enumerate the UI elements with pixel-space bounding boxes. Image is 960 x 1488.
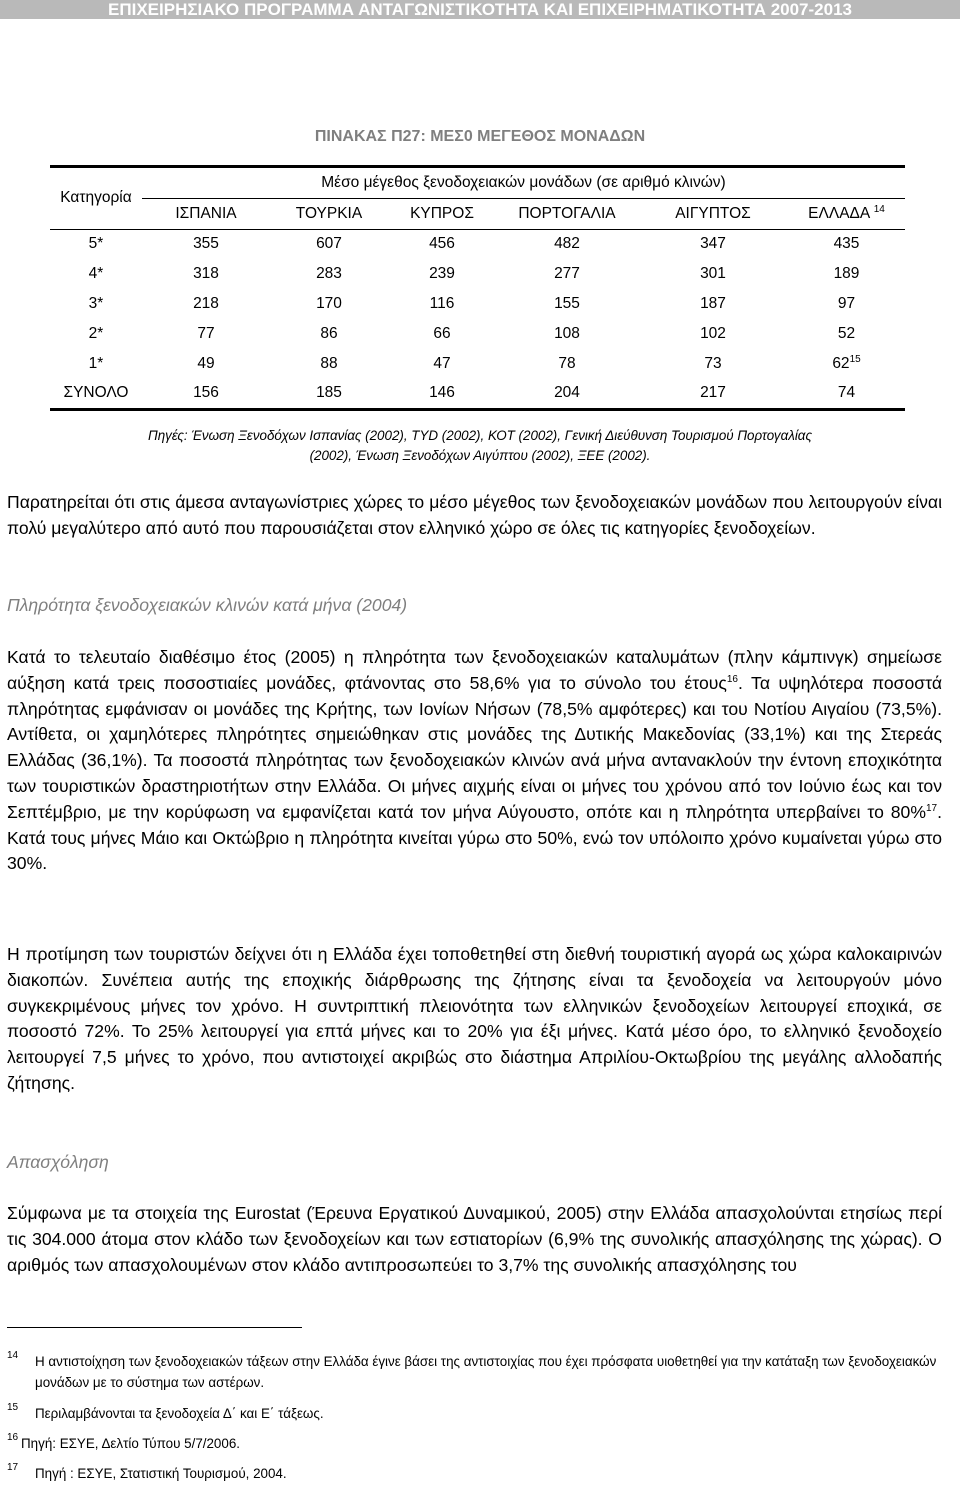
- table-cell: 170: [316, 295, 342, 313]
- row-category: 5*: [88, 235, 104, 253]
- table-cell: 347: [700, 235, 726, 253]
- document-header: ΕΠΙΧΕΙΡΗΣΙΑΚΟ ΠΡΟΓΡΑΜΜΑ ΑΝΤΑΓΩΝΙΣΤΙΚΟΤΗΤΑ ΚΑΙ ΕΠΙΧΕΙΡΗΜΑΤΙΚΟΤΗΤΑ 2007-2013: [0, 0, 960, 19]
- table-row: [50, 229, 905, 259]
- table-cell: 116: [429, 295, 455, 313]
- table-row: [50, 289, 905, 319]
- table-title: ΠΙΝΑΚΑΣ Π27: ΜΕΣ0 ΜΕΓΕΘΟΣ ΜΟΝΑΔΩΝ: [314, 128, 646, 145]
- footnote-number: 14: [7, 1350, 19, 1361]
- paragraph: Παρατηρείται ότι στις άμεσα ανταγωνίστριες χώρες το μέσο μέγεθος των ξενοδοχειακών μονάδων που λειτουργούν είναι πολύ μεγαλύτερο από αυτό που παρουσιάζεται στον ελληνικό χώρο σε όλες τις κατηγορίες ξενοδοχείων.: [7, 492, 942, 538]
- table-cell: 155: [554, 295, 580, 313]
- paragraph: Σύμφωνα με τα στοιχεία της Eurostat (Έρευνα Εργατικού Δυναμικού, 2005) στην Ελλάδα απασχολούνται ετησίως περί τις 304.000 άτομα στον κλάδο των ξενοδοχείων και των εστιατορίων (6,9% της συνολικής απασχόλησης της χώρας). Ο αριθμός των απασχολουμένων στον κλάδο αντιπροσωπεύει το 3,7% της συνολικής απασχόλησης του: [7, 1203, 942, 1275]
- table-cell: 189: [833, 265, 860, 283]
- footnote-ref: 15: [849, 353, 861, 365]
- hotel-size-table: [50, 165, 905, 411]
- table-cell: 77: [197, 324, 215, 342]
- column-header-greece: [788, 198, 905, 229]
- table-row: [50, 259, 905, 289]
- footnote-ref: 17: [925, 802, 938, 814]
- row-category: ΣΥΝΟΛΟ: [50, 379, 142, 410]
- table-cell: 607: [316, 235, 342, 253]
- table-cell: 218: [193, 295, 219, 313]
- table-cell: $62^{15}$: [832, 353, 861, 372]
- paragraph: Η προτίμηση των τουριστών δείχνει ότι η Ελλάδα έχει τοποθετηθεί στη διεθνή τουριστική αγορά ως χώρα καλοκαιρινών διακοπών. Συνέπεια αυτής της εποχικής διάρθρωσης της ζήτησης είναι τα ξενοδοχεία να λειτουργούν μόνο συγκεκριμένους μήνες τον χρόνο. Η συντριπτική πλειονότητα των ελληνικών ξενοδοχείων λειτουργεί εποχικά, σε ποσοστό 72%. Το 25% λειτουργεί για επτά μήνες και το 20% για έξι μήνες. Κατά μέσο όρο, το ελληνικό ξενοδοχείο λειτουργεί 7,5 μήνες το χρόνο, που αντιστοιχεί ακριβώς στο διάστημα Απριλίου-Οκτωβρίου της μεγάλης αλλοδαπής ζήτησης.: [7, 944, 942, 1093]
- table-cell: 97: [837, 295, 856, 313]
- table-cell: 78: [558, 354, 576, 372]
- footnote-number: 17: [7, 1462, 19, 1473]
- footnote-divider: [7, 1327, 302, 1328]
- table-cell: 49: [197, 354, 215, 372]
- table-cell: 435: [833, 235, 860, 253]
- footnote: [7, 1433, 947, 1454]
- footnote: [7, 1351, 947, 1393]
- table-cell: 73: [704, 354, 722, 372]
- column-header: ΤΟΥΡΚΙΑ: [270, 198, 388, 229]
- sources-line: (2002), Ένωση Ξενοδόχων Αιγύπτου (2002), ΞΕΕ (2002).: [309, 448, 651, 463]
- table-cell: 88: [320, 354, 338, 372]
- table-cell: 74: [788, 379, 905, 410]
- row-category: 1*: [88, 354, 104, 372]
- table-cell: 217: [638, 379, 788, 410]
- table-cell: 482: [554, 235, 580, 253]
- footnote-text: Πηγή : ΕΣΥΕ, Στατιστική Τουρισμού, 2004.: [35, 1466, 287, 1481]
- table-cell: 355: [193, 235, 219, 253]
- table-cell: 204: [496, 379, 638, 410]
- footnote-text: Η αντιστοίχηση των ξενοδοχειακών τάξεων στην Ελλάδα έγινε βάσει της αντιστοιχίας που έχει πρόσφατα υιοθετηθεί για την κατάταξη των ξενοδοχειακών μονάδων με το σύστημα των αστέρων.: [35, 1354, 937, 1390]
- footnote-number: 16: [7, 1432, 19, 1443]
- table-cell: 283: [316, 265, 342, 283]
- table-cell: 301: [700, 265, 726, 283]
- paragraph-text: . Κατά τους μήνες Μάιο και Οκτώβριο η πληρότητα κινείται γύρω στο 50%, ενώ τον υπόλοιπο χρόνο κυμαίνεται γύρω στο 30%.: [7, 801, 942, 874]
- table-cell: 239: [429, 265, 455, 283]
- table-cell: 185: [270, 379, 388, 410]
- table-cell: 86: [320, 324, 338, 342]
- category-header: Κατηγορία: [50, 167, 142, 230]
- row-category: 2*: [88, 324, 104, 342]
- footnote-ref: 16: [726, 673, 738, 685]
- footnote-number: 15: [7, 1402, 19, 1413]
- table-cell: 52: [837, 324, 856, 342]
- section-heading: Απασχόληση: [7, 1152, 109, 1172]
- span-header: Μέσο μέγεθος ξενοδοχειακών μονάδων (σε αριθμό κλινών): [142, 167, 905, 199]
- column-header: ΑΙΓΥΠΤΟΣ: [638, 198, 788, 229]
- table-cell: 187: [700, 295, 726, 313]
- sources-line: Πηγές: Ένωση Ξενοδόχων Ισπανίας (2002), TYD (2002), ΚΟΤ (2002), Γενική Διεύθυνση Τουρισμού Πορτογαλίας: [148, 428, 812, 443]
- column-header: ΚΥΠΡΟΣ: [388, 198, 496, 229]
- table-row: [50, 349, 905, 379]
- paragraph-text: Κατά το τελευταίο διαθέσιμο έτος (2005) η πληρότητα των ξενοδοχειακών καταλυμάτων (πλην κάμπινγκ) σημείωσε αύξηση κατά τρεις ποσοστιαίες μονάδες, φτάνοντας στο 58,6% για το σύνολο του έτους: [7, 647, 942, 693]
- table-cell: 108: [554, 324, 580, 342]
- table-cell: 102: [700, 324, 726, 342]
- row-category: 3*: [88, 295, 104, 313]
- table-cell: 456: [429, 235, 455, 253]
- column-header: ΙΣΠΑΝΙΑ: [142, 198, 270, 229]
- table-cell: 277: [554, 265, 580, 283]
- table-row: [50, 379, 905, 410]
- table-row: [50, 319, 905, 349]
- footnote: [7, 1463, 947, 1484]
- footnote-text: Περιλαμβάνονται τα ξενοδοχεία Δ΄ και Ε΄ τάξεως.: [35, 1406, 324, 1421]
- country-header-row: [50, 198, 905, 229]
- paragraph: [7, 645, 942, 877]
- table-sources: [40, 426, 920, 466]
- table-cell: 47: [433, 354, 451, 372]
- footnote-ref: 14: [873, 203, 885, 215]
- table-header-row: [50, 167, 905, 199]
- table-cell: 156: [142, 379, 270, 410]
- table-cell: 318: [193, 265, 219, 283]
- row-category: 4*: [88, 265, 104, 283]
- paragraph-text: . Τα υψηλότερα ποσοστά πληρότητας εμφάνισαν οι μονάδες της Κρήτης, των Ιονίων Νήσων (78,5% αμφότερες) και του Νοτίου Αιγαίου (73,5%). Αντίθετα, οι χαμηλότερες πληρότητες σημειώθηκαν στις μονάδες της Δυτικής Μακεδονίας (33,1%) και της Στερεάς Ελλάδας (36,1%). Τα ποσοστά πληρότητας των ξενοδοχειακών κλινών ανά μήνα αντανακλούν την έντονη εποχικότητα των τουριστικών δραστηριοτήτων στην Ελλάδα. Οι μήνες αιχμής είναι οι μήνες του χρόνου από τον Ιούνιο έως και τον Σεπτέμβριο, με την κορύφωση να εμφανίζεται κατά τον μήνα Αύγουστο, οπότε και η πληρότητα υπερβαίνει το 80%: [7, 672, 942, 822]
- footnote-text: Πηγή: ΕΣΥΕ, Δελτίο Τύπου 5/7/2006.: [21, 1436, 240, 1451]
- footnote: [7, 1403, 947, 1424]
- section-heading: Πληρότητα ξενοδοχειακών κλινών κατά μήνα (2004): [7, 595, 408, 615]
- table-cell: 146: [388, 379, 496, 410]
- table-body: [50, 229, 905, 410]
- column-header: ΠΟΡΤΟΓΑΛΙΑ: [496, 198, 638, 229]
- column-header-label: ΕΛΛΑΔΑ: [808, 204, 870, 222]
- table-cell: 66: [433, 324, 451, 342]
